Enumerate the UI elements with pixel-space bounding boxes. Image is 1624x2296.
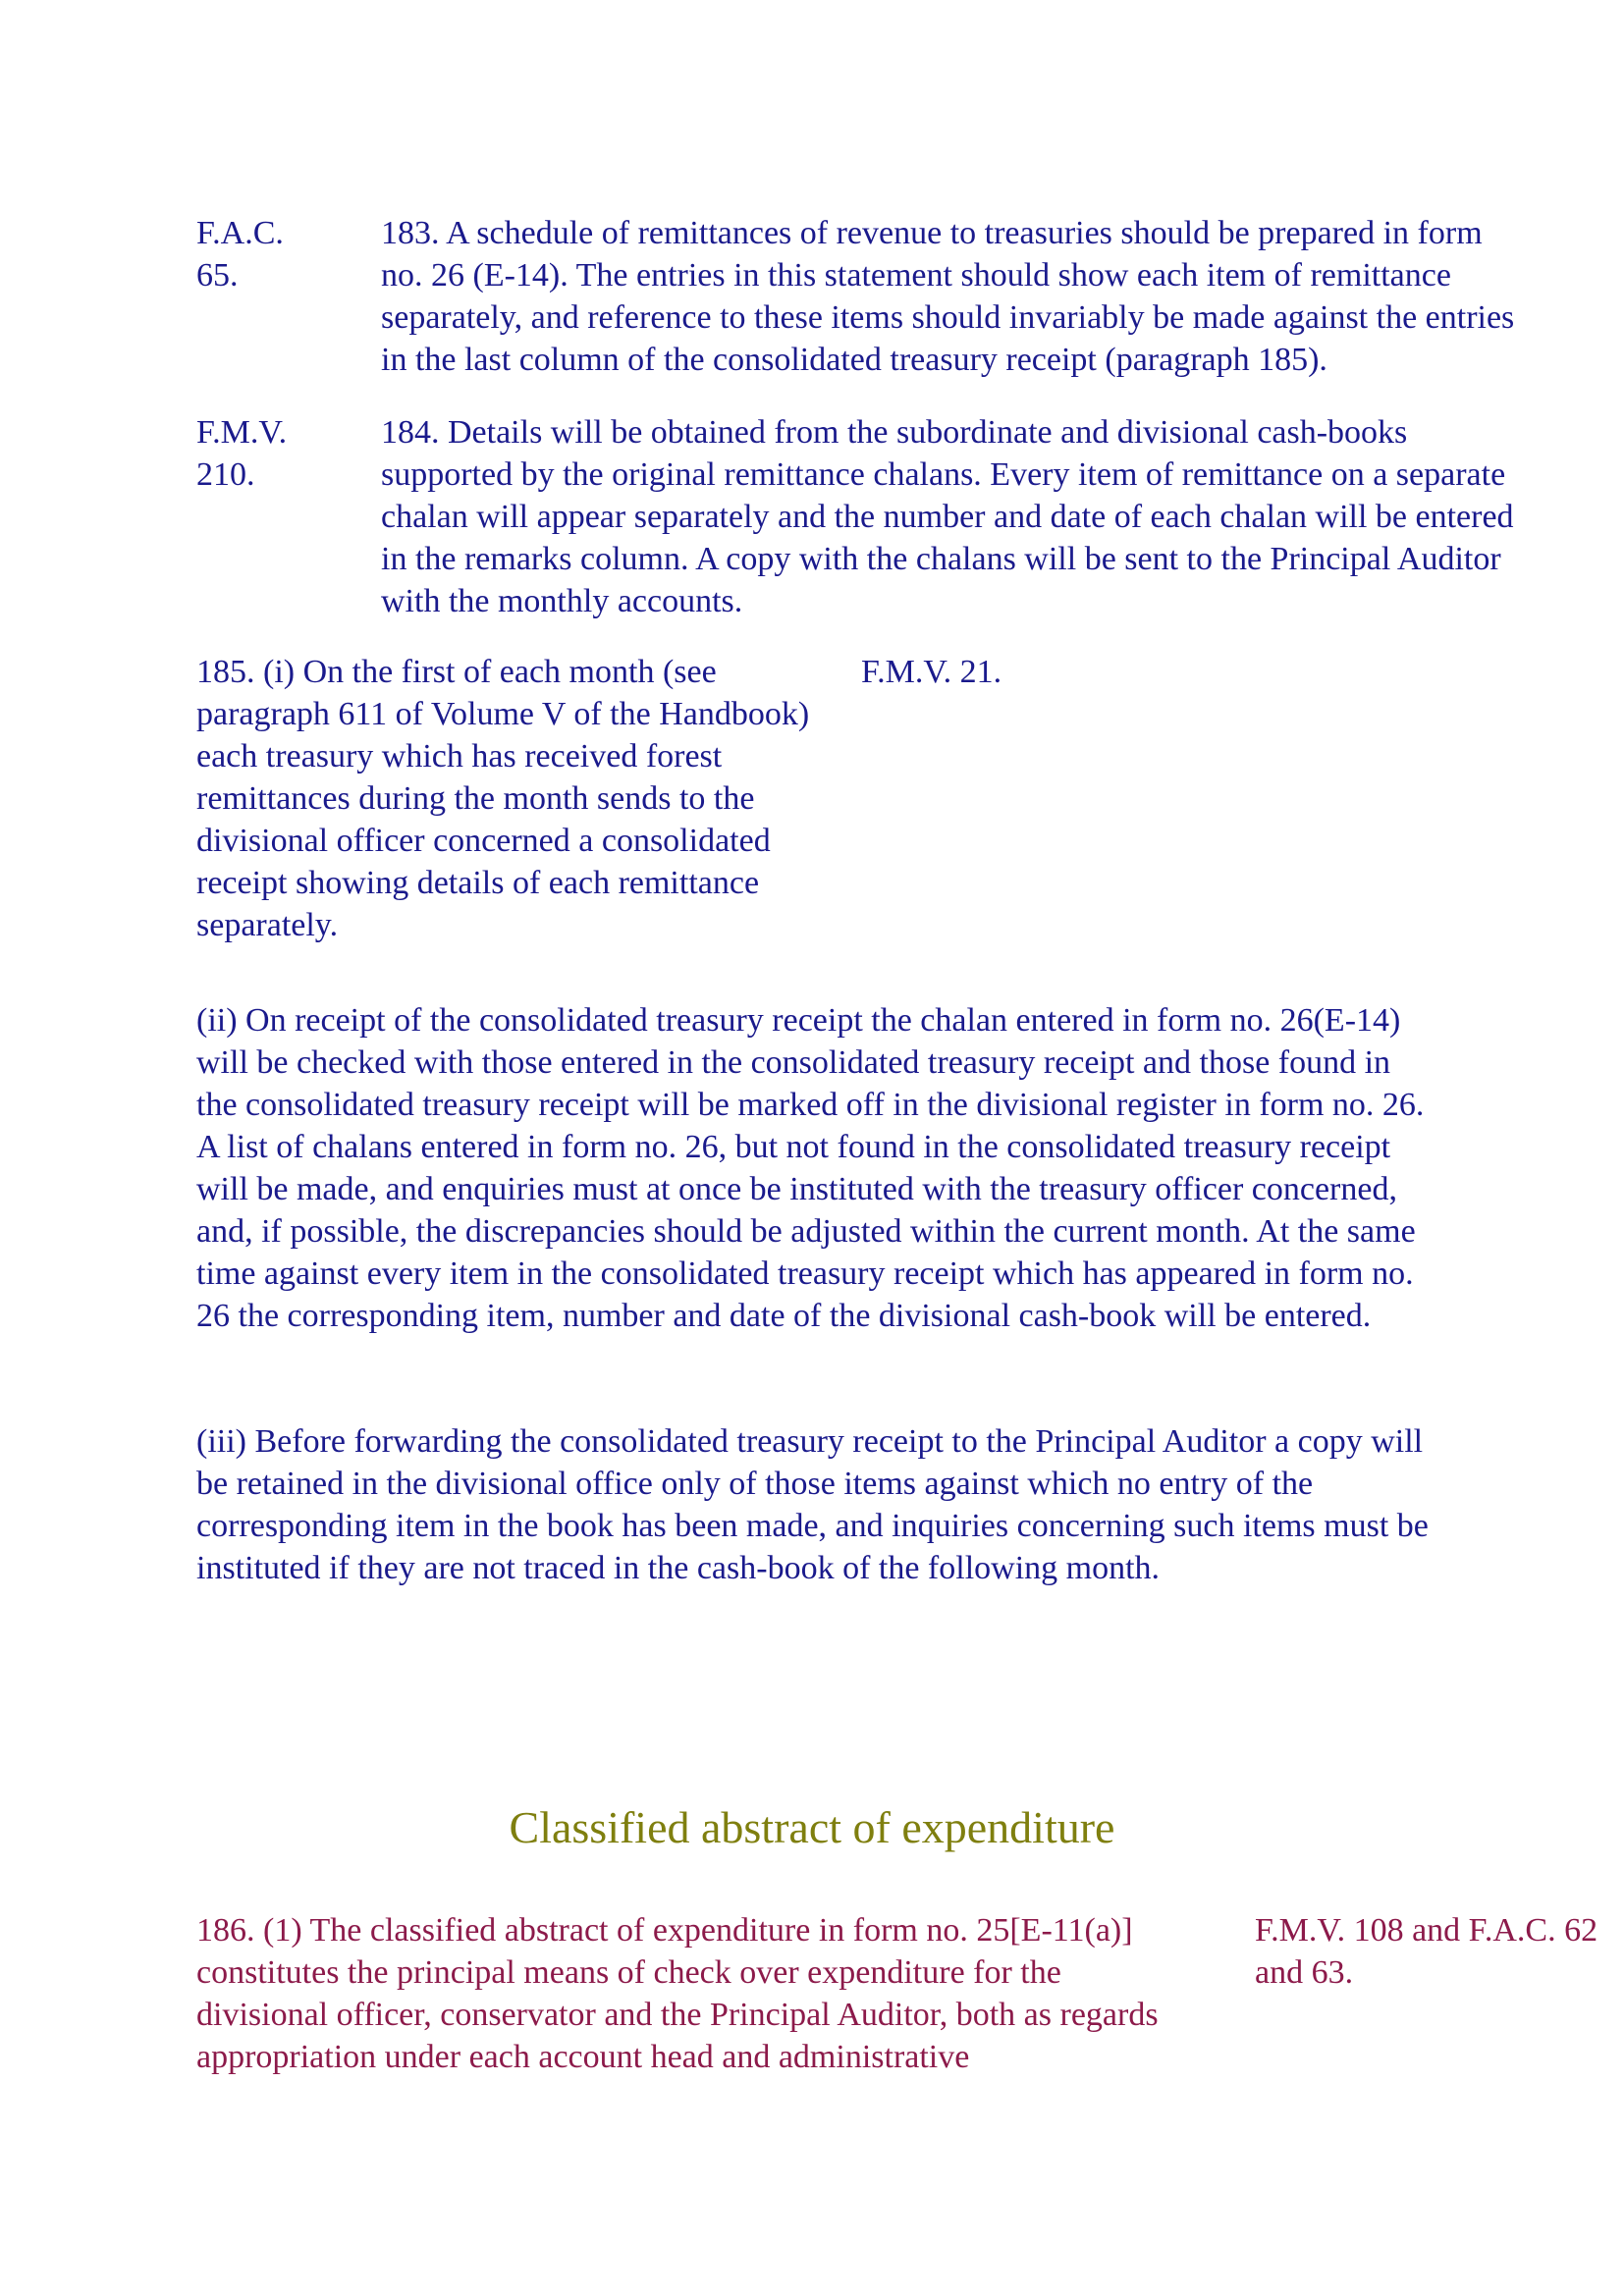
- paragraph-185-iii: (iii) Before forwarding the consolidated treasury receipt to the Principal Auditor a copy will be retained in the divisional office only of those items against which no entry of the corresponding item in the book has been made, and inquiries concerning such items must be instituted if they are not traced in the cash-book of the following month.: [196, 1423, 1429, 1586]
- ref-line: F.M.V. 108 and F.A.C. 62: [1255, 1912, 1598, 1949]
- para185-marginal-ref: F.M.V. 21.: [861, 654, 1002, 690]
- ref-line: 210.: [196, 456, 255, 493]
- text-line: in the remarks column. A copy with the chalans will be sent to the Principal Auditor: [381, 541, 1501, 577]
- text-line: supported by the original remittance chalans. Every item of remittance on a separate: [381, 456, 1506, 493]
- paragraph-186: 186. (1) The classified abstract of expenditure in form no. 25[E-11(a)] constitutes the principal means of check over expenditure for the divisional officer, conservator and the Principal Auditor, both as regards appropriation under each account head and administrative: [196, 1912, 1159, 2075]
- ref-line: 65.: [196, 257, 239, 294]
- ref-line: and 63.: [1255, 1954, 1354, 1991]
- section-heading-text: Classified abstract of expenditure: [509, 1802, 1115, 1852]
- text-line: 183. A schedule of remittances of revenue to treasuries should be prepared in form: [381, 215, 1483, 251]
- text-line: in the last column of the consolidated treasury receipt (paragraph 185).: [381, 342, 1327, 378]
- text-line: no. 26 (E-14). The entries in this statement should show each item of remittance: [381, 257, 1451, 294]
- text-line: with the monthly accounts.: [381, 583, 743, 619]
- text-line: separately, and reference to these items should invariably be made against the entries: [381, 299, 1515, 336]
- paragraph-183: [381, 212, 1624, 381]
- section-heading: [0, 1798, 1624, 1857]
- paragraph-184: [381, 411, 1624, 622]
- para183-marginal-ref: [196, 212, 363, 296]
- text-line: 184. Details will be obtained from the subordinate and divisional cash-books: [381, 414, 1408, 451]
- ref-line: F.M.V.: [196, 414, 288, 451]
- para186-marginal-ref: [1255, 1909, 1624, 1994]
- paragraph-185-i: 185. (i) On the first of each month (see paragraph 611 of Volume V of the Handbook) each treasury which has received forest remittances during the month sends to the divisional officer concerned a consolidated receipt showing details of each remittance separately.: [196, 654, 810, 943]
- para184-marginal-ref: [196, 411, 363, 496]
- text-line: chalan will appear separately and the number and date of each chalan will be entered: [381, 499, 1514, 535]
- ref-line: F.A.C.: [196, 215, 284, 251]
- paragraph-185-ii: (ii) On receipt of the consolidated treasury receipt the chalan entered in form no. 26(E-14) will be checked with those entered in the consolidated treasury receipt and those found in the consolidated treasury receipt will be marked off in the divisional register in form no. 26. A list of chalans entered in form no. 26, but not found in the consolidated treasury receipt will be made, and enquiries must at once be instituted with the treasury officer concerned, and, if possible, the discrepancies should be adjusted within the current month. At the same time against every item in the consolidated treasury receipt which has appeared in form no. 26 the corresponding item, number and date of the divisional cash-book will be entered.: [196, 1002, 1425, 1334]
